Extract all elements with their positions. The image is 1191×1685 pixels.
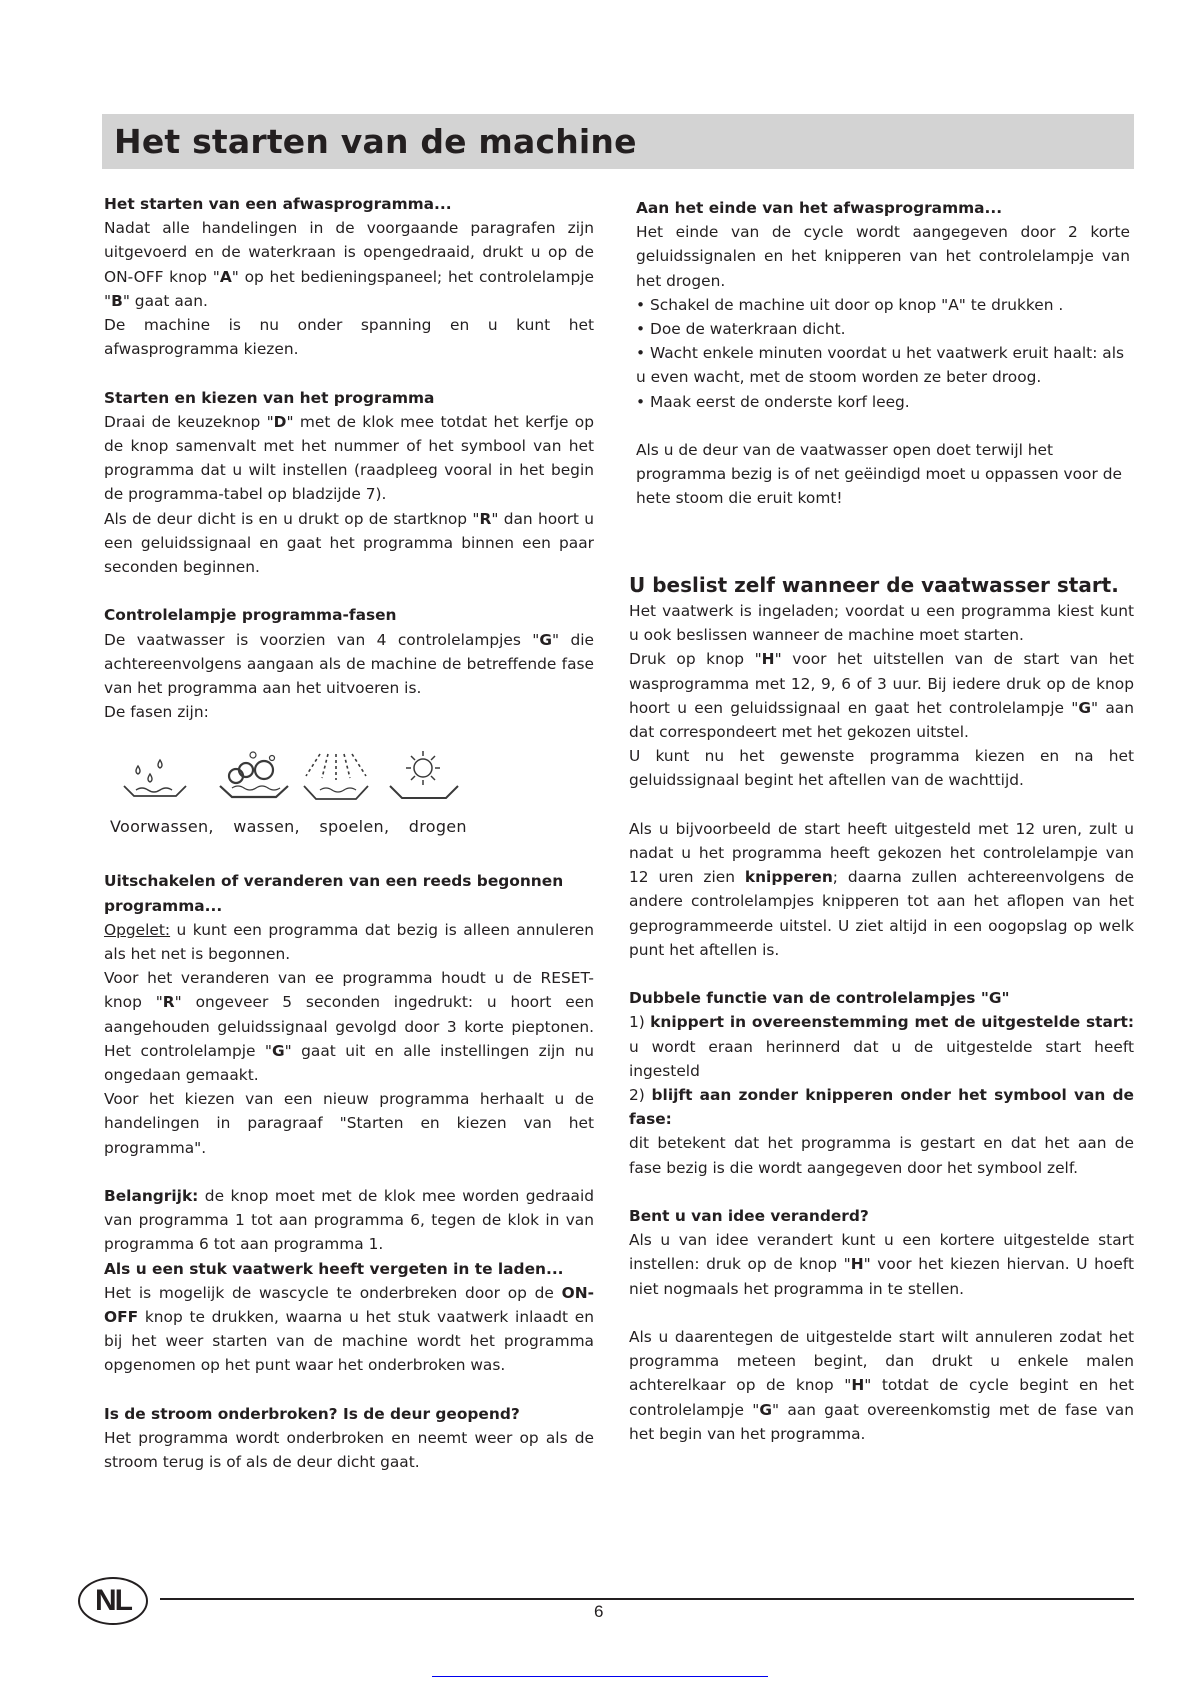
- section-heading-changed-mind: Bent u van idee veranderd?: [629, 1207, 869, 1226]
- section-heading-cancel-program: Uitschakelen of veranderen van een reeds begonnen programma...: [104, 872, 564, 915]
- paragraph: Als u daarentegen de uitgestelde start wilt annuleren zodat het programma meteen begint, dan drukt u enkele malen achterelkaar op de knop "H" totdat de cycle begint en het controlelampje "G" aan gaat overeenkomstig met de fase van het begin van het programma.: [629, 1328, 1134, 1443]
- paragraph: Als u bijvoorbeeld de start heeft uitgesteld met 12 uren, zult u nadat u het programma heeft gekozen het controlelampje van 12 uren zien knipperen; daarna zullen achtereenvolgens de andere controlelampjes knipperen tot aan het aflopen van het geprogrammeerde uitstel. U ziet altijd in een oogopslag op welk punt het aftellen is.: [629, 819, 1134, 959]
- paragraph: Draai de keuzeknop "D" met de klok mee totdat het kerfje op de knop samenvalt met het nummer of het symbool van het programma dat u wilt instellen (raadpleeg vooral in het begin de programma-tabel op bladzijde 7).: [104, 412, 594, 504]
- paragraph: Het is mogelijk de wascycle te onderbreken door op de ON-OFF knop te drukken, waarna u het stuk vaatwerk inlaadt en bij het weer starten van de machine wordt het programma opgenomen op het punt waar het onderbroken was.: [104, 1283, 594, 1375]
- bullet-item: • Doe de waterkraan dicht.: [636, 320, 846, 339]
- rinse-spray-icon: [304, 754, 368, 799]
- section-heading-power-interrupted: Is de stroom onderbroken? Is de deur geopend?: [104, 1404, 520, 1423]
- steam-warning: Als u de deur van de vaatwasser open doet terwijl het programma bezig is of net geëindigd moet u oppassen voor de hete stoom die eruit komt!: [636, 441, 1122, 508]
- phase-label-rinse: spoelen,: [319, 817, 390, 836]
- right-column-bottom: [629, 571, 1134, 1446]
- paragraph: Voor het veranderen van ee programma houdt u de RESET-knop "R" ongeveer 5 seconden ingedrukt: u hoort een aangehouden geluidssignaal gevolgd door 3 korte pieptonen. Het controlelampje "G" gaat uit en alle instellingen zijn nu ongedaan gemaakt.: [104, 969, 594, 1085]
- section-heading-choose-program: Starten en kiezen van het programma: [104, 388, 435, 407]
- section-heading-phase-lamps: Controlelampje programma-fasen: [104, 606, 397, 625]
- bottom-link-underline[interactable]: [432, 1676, 768, 1677]
- bullet-item: • Schakel de machine uit door op knop "A" te drukken .: [636, 295, 1064, 314]
- bullet-item: • Maak eerst de onderste korf leeg.: [636, 392, 910, 411]
- phase-icons: [120, 742, 500, 808]
- paragraph: Voor het kiezen van een nieuw programma herhaalt u de handelingen in paragraaf "Starten en kiezen van het programma".: [104, 1090, 594, 1157]
- wash-bubbles-icon: [220, 752, 288, 797]
- paragraph-important: Belangrijk: de knop moet met de klok mee worden gedraaid van programma 1 tot aan programma 6, tegen de klok in van programma 6 tot aan programma 1.: [104, 1187, 594, 1254]
- phase-label-dry: drogen: [408, 817, 467, 836]
- phase-label-wash: wassen,: [233, 817, 300, 836]
- paragraph: dit betekent dat het programma is gestart en dat het aan de fase bezig is die wordt aangegeven door het symbool zelf.: [629, 1134, 1134, 1177]
- paragraph: Als u van idee verandert kunt u een kortere uitgestelde start instellen: druk op de knop "H" voor het kiezen hiervan. U hoeft niet nogmaals het programma in te stellen.: [629, 1231, 1134, 1298]
- section-heading-program-end: Aan het einde van het afwasprogramma...: [636, 199, 1003, 217]
- paragraph: U kunt nu het gewenste programma kiezen en na het geluidssignaal begint het aftellen van de wachttijd.: [629, 747, 1134, 790]
- section-heading-delayed-start: U beslist zelf wanneer de vaatwasser start.: [629, 573, 1119, 597]
- phase-label-prewash: Voorwassen,: [110, 817, 214, 836]
- paragraph: Het einde van de cycle wordt aangegeven door 2 korte geluidssignalen en het knipperen van het controlelampje van het drogen.: [636, 223, 1130, 290]
- page-title: Het starten van de machine: [114, 122, 637, 161]
- paragraph: Als de deur dicht is en u drukt op de startknop "R" dan hoort u een geluidssignaal en gaat het programma binnen een paar seconden beginnen.: [104, 509, 595, 577]
- right-column-top: [636, 196, 1130, 511]
- paragraph: De vaatwasser is voorzien van 4 controlelampjes "G" die achtereenvolgens aangaan als de machine de betreffende fase van het programma aan het uitvoeren is.: [104, 630, 594, 698]
- paragraph: Het programma wordt onderbroken en neemt weer op als de stroom terug is of als de deur dicht gaat.: [104, 1429, 594, 1472]
- footer-rule: [160, 1598, 1134, 1600]
- paragraph: De machine is nu onder spanning en u kunt het afwasprogramma kiezen.: [104, 316, 594, 359]
- paragraph: 1) knippert in overeenstemming met de uitgestelde start: u wordt eraan herinnerd dat u de uitgestelde start heeft ingesteld: [629, 1013, 1134, 1080]
- bullet-item: • Wacht enkele minuten voordat u het vaatwerk eruit haalt: als u even wacht, met de stoom worden ze beter droog.: [636, 344, 1124, 387]
- paragraph: Nadat alle handelingen in de voorgaande paragrafen zijn uitgevoerd en de waterkraan is opengedraaid, drukt u op de ON-OFF knop "A" op het bedieningspaneel; het controlelampje "B" gaat aan.: [104, 219, 594, 310]
- page-number: 6: [594, 1602, 604, 1621]
- prewash-drops-icon: [124, 760, 186, 796]
- dry-sun-icon: [390, 751, 458, 798]
- language-badge: NL: [78, 1577, 148, 1625]
- paragraph: Druk op knop "H" voor het uitstellen van de start van het wasprogramma met 12, 9, 6 of 3 uur. Bij iedere druk op de knop hoort u een geluidssignaal en gaat het controlelampje "G" aan dat correspondeert met het gekozen uitstel.: [629, 650, 1134, 742]
- section-heading-start-program: Het starten van een afwasprogramma...: [104, 195, 452, 213]
- paragraph: Opgelet: u kunt een programma dat bezig is alleen annuleren als het net is begonnen.: [104, 920, 594, 964]
- section-heading-double-function: Dubbele functie van de controlelampjes "G": [629, 989, 1010, 1008]
- page-title-bar: [102, 114, 1134, 169]
- phase-labels: [110, 817, 481, 836]
- paragraph: De fasen zijn:: [104, 703, 209, 722]
- section-heading-forgotten-dish: Als u een stuk vaatwerk heeft vergeten in te laden...: [104, 1259, 564, 1278]
- paragraph: 2) blijft aan zonder knipperen onder het symbool van de fase:: [629, 1086, 1134, 1129]
- paragraph: Het vaatwerk is ingeladen; voordat u een programma kiest kunt u ook beslissen wanneer de machine moet starten.: [629, 602, 1134, 645]
